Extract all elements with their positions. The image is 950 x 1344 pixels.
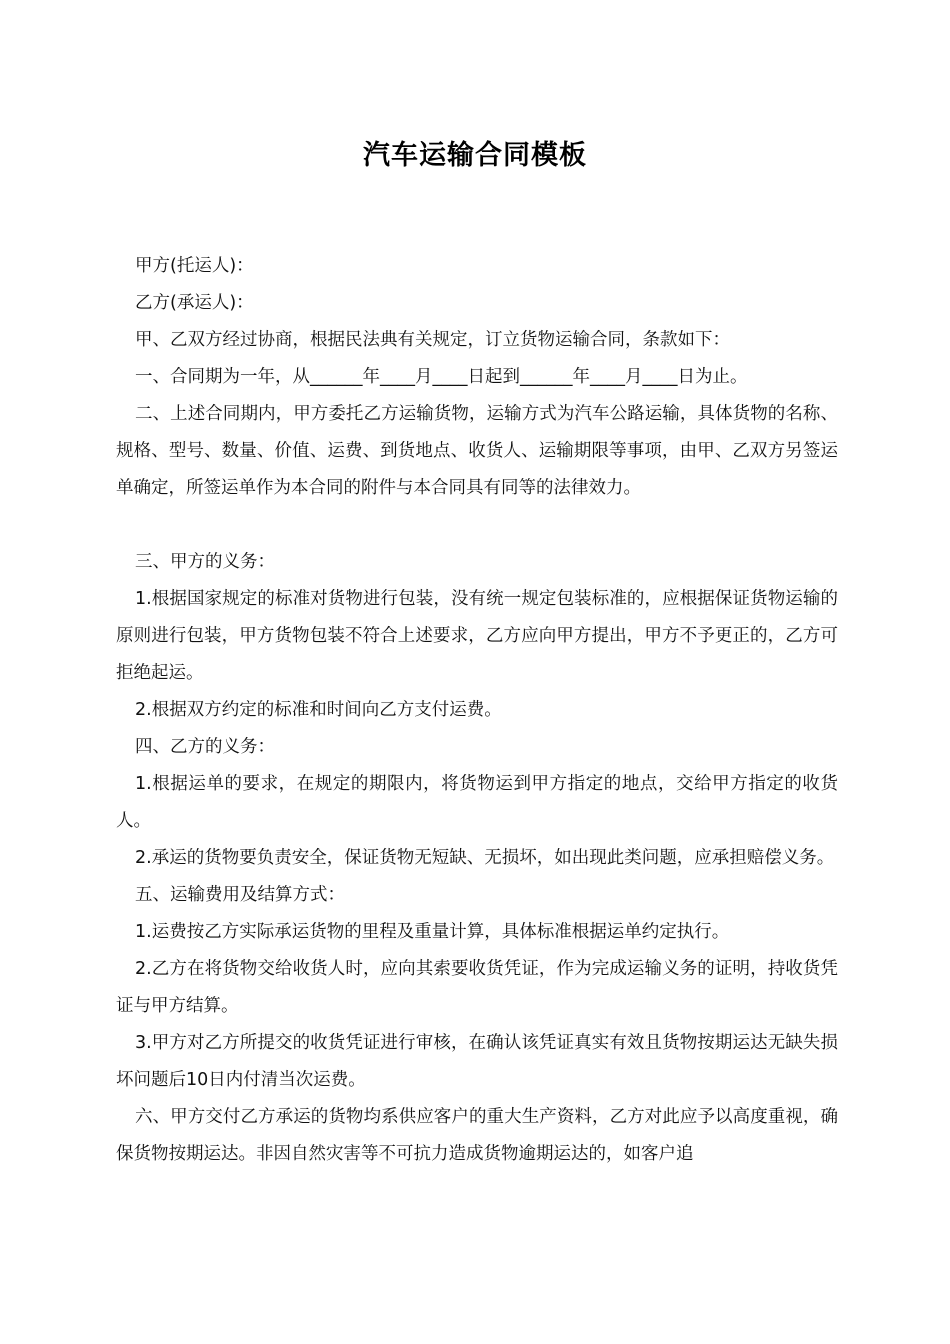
clause-3-item-2: 2.根据双方约定的标准和时间向乙方支付运费。 [135,700,502,720]
party-a-line: 甲方(托运人)： [135,256,254,276]
clause-3-item-1: 1.根据国家规定的标准对货物进行包装，没有统一规定包装标准的，应根据保证货物运输的原则进行包装，甲方货物包装不符合上述要求，乙方应向甲方提出，甲方不予更正的，乙方可拒绝起运。 [116,589,838,683]
clause-5-item-1: 1.运费按乙方实际承运货物的里程及重量计算，具体标准根据运单约定执行。 [135,922,730,942]
party-b-line: 乙方(承运人)： [135,293,254,313]
clause-5-item-3: 3.甲方对乙方所提交的收货凭证进行审核，在确认该凭证真实有效且货物按期运达无缺失损坏问题后10日内付清当次运费。 [116,1033,838,1090]
page-title: 汽车运输合同模板 [363,140,587,171]
clause-5-heading: 五、运输费用及结算方式： [135,885,345,905]
clause-4-item-1: 1.根据运单的要求，在规定的期限内，将货物运到甲方指定的地点，交给甲方指定的收货人。 [116,774,838,831]
preamble-paragraph: 甲、乙双方经过协商，根据民法典有关规定，订立货物运输合同，条款如下： [135,330,730,350]
clause-6-paragraph: 六、甲方交付乙方承运的货物均系供应客户的重大生产资料，乙方对此应予以高度重视，确保货物按期运达。非因自然灾害等不可抗力造成货物逾期运达的，如客户追 [116,1107,838,1164]
clause-5-item-2: 2.乙方在将货物交给收货人时，应向其索要收货凭证，作为完成运输义务的证明，持收货凭证与甲方结算。 [116,959,838,1016]
clause-4-item-2: 2.承运的货物要负责安全，保证货物无短缺、无损坏，如出现此类问题，应承担赔偿义务。 [135,848,835,868]
clause-2-scope: 二、上述合同期内，甲方委托乙方运输货物，运输方式为汽车公路运输，具体货物的名称、规格、型号、数量、价值、运费、到货地点、收货人、运输期限等事项，由甲、乙双方另签运单确定，所签运单作为本合同的附件与本合同具有同等的法律效力。 [116,404,838,498]
clause-1-term: 一、合同期为一年，从______年____月____日起到______年____月____日为止。 [135,367,748,387]
contract-body [116,248,838,1173]
clause-4-heading: 四、乙方的义务： [135,737,275,757]
clause-3-heading: 三、甲方的义务： [135,552,275,572]
